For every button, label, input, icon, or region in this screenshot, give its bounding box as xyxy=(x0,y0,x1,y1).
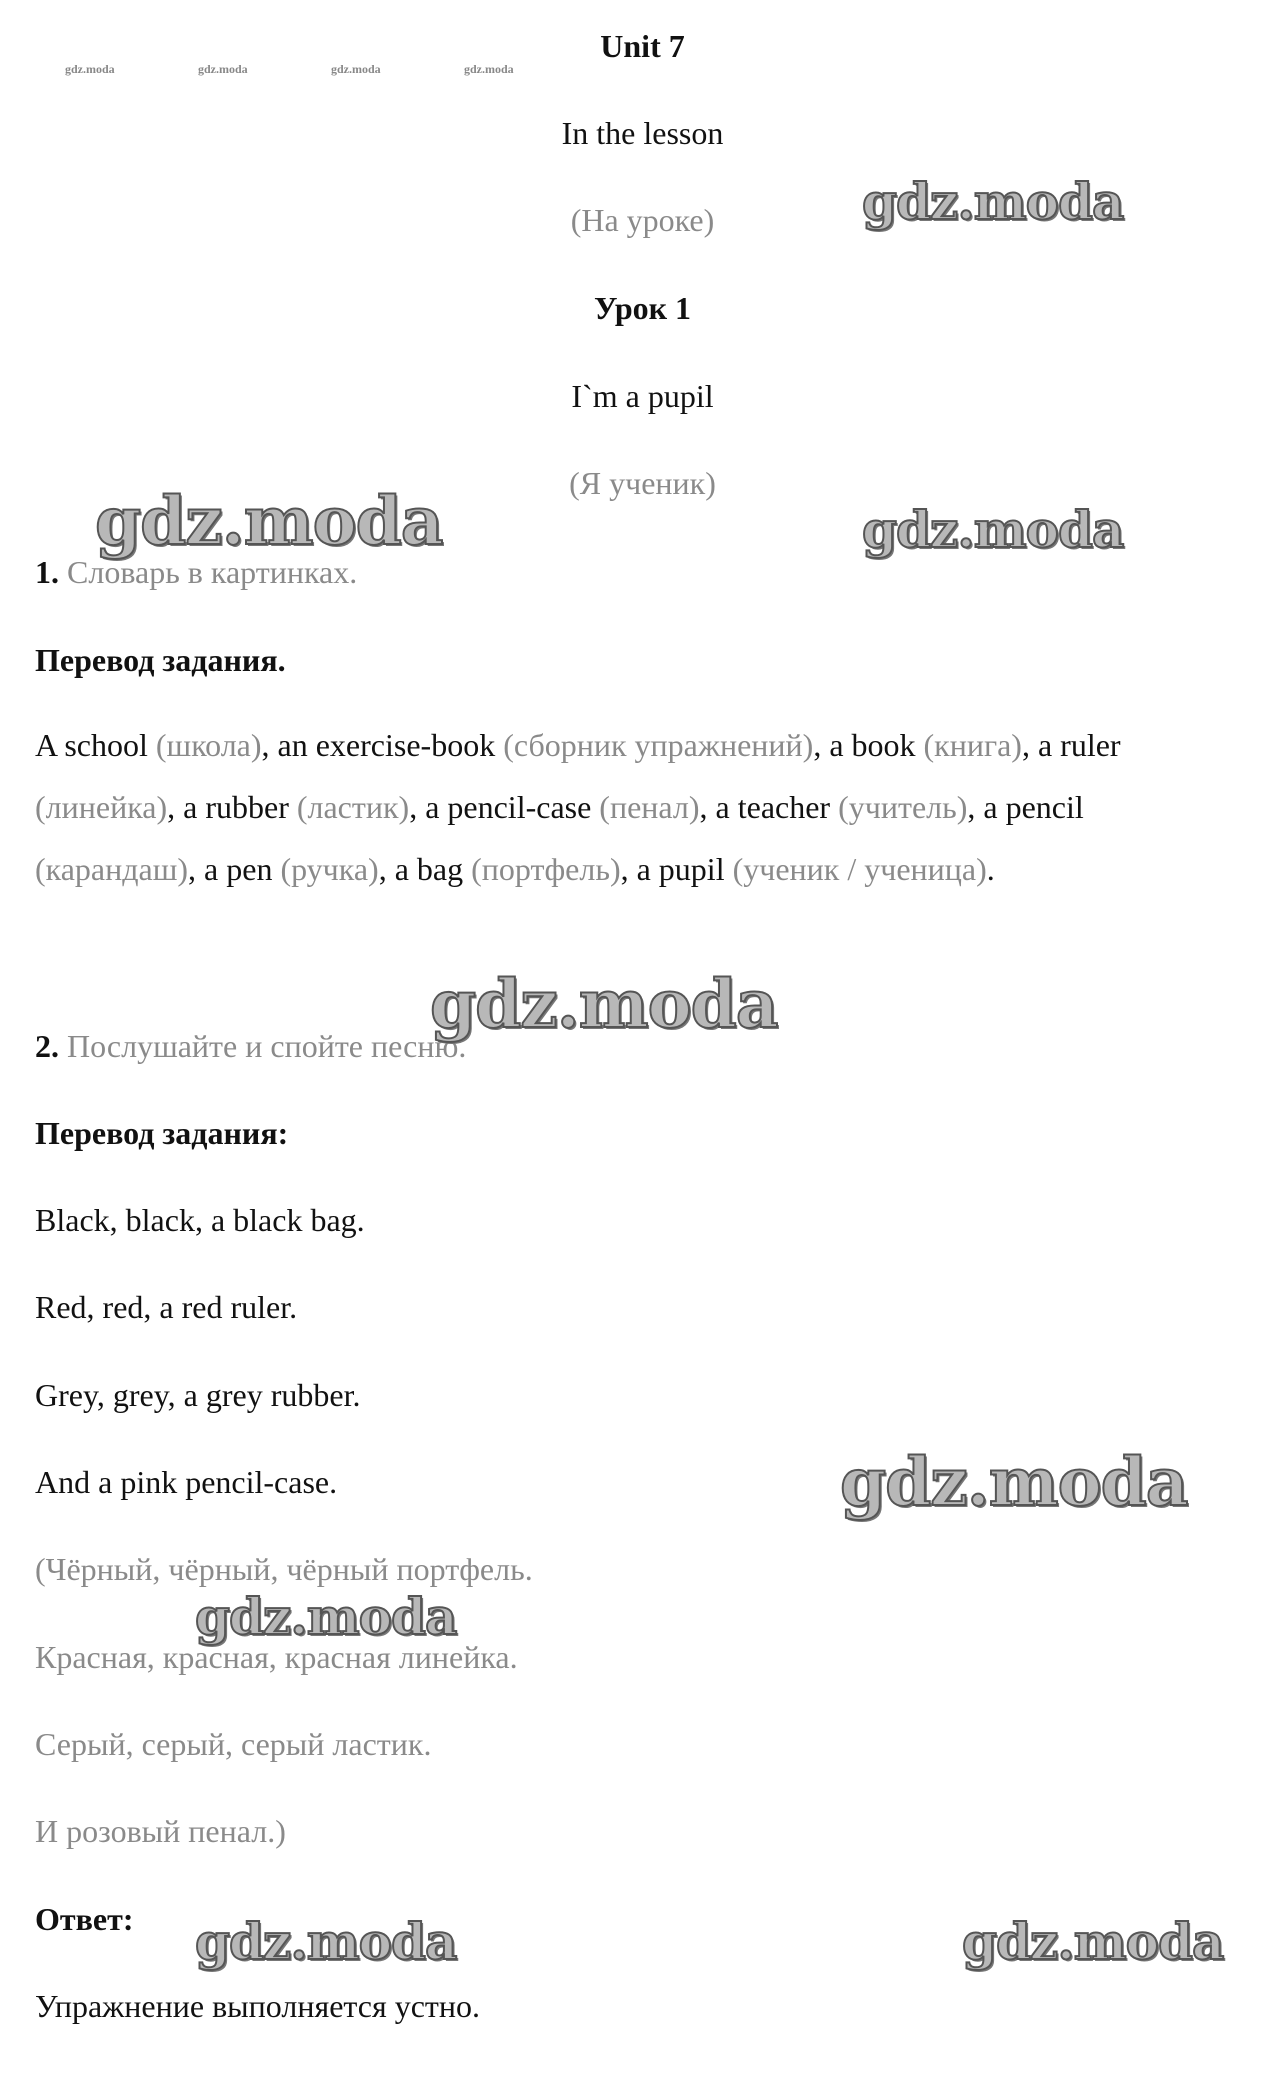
vocabulary-word: A school xyxy=(35,727,148,763)
vocabulary-list xyxy=(35,714,1245,900)
unit-subtitle-translation: (На уроке) xyxy=(570,202,715,238)
vocabulary-word: a ruler xyxy=(1037,727,1121,763)
vocabulary-item xyxy=(183,789,425,825)
separator: , xyxy=(620,851,637,887)
vocabulary-word: a pen xyxy=(204,851,273,887)
watermark: gdz.moda xyxy=(195,1587,457,1646)
answer-text: Упражнение выполняется устно. xyxy=(35,1988,480,2024)
vocabulary-word: a pupil xyxy=(636,851,725,887)
watermark-small: gdz.moda xyxy=(65,62,115,76)
watermark: gdz.moda xyxy=(430,965,778,1043)
song-line-ru: И розовый пенал.) xyxy=(35,1813,286,1849)
vocabulary-item xyxy=(637,851,995,887)
vocabulary-word: a teacher xyxy=(715,789,831,825)
watermark-small: gdz.moda xyxy=(464,62,514,76)
song-line-en: Red, red, a red ruler. xyxy=(35,1289,298,1325)
vocabulary-word: a pencil-case xyxy=(425,789,592,825)
vocabulary-translation: (пенал) xyxy=(599,789,700,825)
vocabulary-translation: (карандаш) xyxy=(35,851,189,887)
watermark: gdz.moda xyxy=(862,172,1124,231)
vocabulary-translation: (учитель) xyxy=(838,789,968,825)
vocabulary-translation: (книга) xyxy=(923,727,1022,763)
exercise-instruction: Словарь в картинках. xyxy=(67,554,358,590)
watermark: gdz.moda xyxy=(195,1912,457,1971)
separator: , xyxy=(813,727,830,763)
vocabulary-translation: (портфель) xyxy=(471,851,621,887)
vocabulary-translation: (ручка) xyxy=(280,851,379,887)
vocabulary-word: an exercise-book xyxy=(277,727,496,763)
vocabulary-translation: (линейка) xyxy=(35,789,168,825)
vocabulary-translation: (сборник упражнений) xyxy=(503,727,814,763)
song-line-en: Black, black, a black bag. xyxy=(35,1202,365,1238)
vocabulary-item xyxy=(35,727,278,763)
watermark: gdz.moda xyxy=(840,1443,1188,1521)
vocabulary-item xyxy=(716,789,984,825)
separator: , xyxy=(188,851,205,887)
separator: , xyxy=(409,789,426,825)
vocabulary-translation: (ученик / ученица) xyxy=(732,851,987,887)
watermark: gdz.moda xyxy=(95,482,443,560)
song-line-ru: Красная, красная, красная линейка. xyxy=(35,1639,518,1675)
lesson-subtitle-translation: (Я ученик) xyxy=(569,465,716,501)
translation-heading: Перевод задания: xyxy=(35,1115,289,1151)
separator: , xyxy=(261,727,278,763)
song-line-ru: Серый, серый, серый ластик. xyxy=(35,1726,432,1762)
exercise-number: 2. xyxy=(35,1028,59,1064)
vocabulary-word: a bag xyxy=(394,851,464,887)
lesson-title: Урок 1 xyxy=(593,290,692,326)
vocabulary-translation: (ластик) xyxy=(296,789,410,825)
translation-heading: Перевод задания. xyxy=(35,642,286,678)
separator: , xyxy=(378,851,395,887)
watermark-small: gdz.moda xyxy=(198,62,248,76)
separator: , xyxy=(1021,727,1038,763)
watermark: gdz.moda xyxy=(862,500,1124,559)
vocabulary-item xyxy=(829,727,1038,763)
separator: , xyxy=(699,789,716,825)
vocabulary-word: a book xyxy=(829,727,916,763)
vocabulary-word: a pencil xyxy=(983,789,1084,825)
unit-subtitle: In the lesson xyxy=(561,115,724,151)
lesson-subtitle: I`m a pupil xyxy=(571,378,714,414)
answer-heading: Ответ: xyxy=(35,1901,134,1937)
separator: , xyxy=(167,789,184,825)
watermark: gdz.moda xyxy=(962,1912,1224,1971)
vocabulary-translation: (школа) xyxy=(155,727,262,763)
vocabulary-word: a rubber xyxy=(183,789,289,825)
song-line-en: And a pink pencil-case. xyxy=(35,1464,338,1500)
vocabulary-item xyxy=(204,851,395,887)
exercise-instruction: Послушайте и спойте песню. xyxy=(67,1028,467,1064)
vocabulary-item xyxy=(278,727,830,763)
vocabulary-item xyxy=(425,789,715,825)
vocabulary-item xyxy=(395,851,637,887)
exercise-number: 1. xyxy=(35,554,59,590)
watermark-small: gdz.moda xyxy=(331,62,381,76)
unit-title: Unit 7 xyxy=(600,28,685,64)
separator: , xyxy=(967,789,984,825)
song-line-en: Grey, grey, a grey rubber. xyxy=(35,1377,361,1413)
exercise-2-heading xyxy=(35,1026,466,1066)
song-line-ru: (Чёрный, чёрный, чёрный портфель. xyxy=(35,1551,533,1587)
separator: . xyxy=(986,851,995,887)
